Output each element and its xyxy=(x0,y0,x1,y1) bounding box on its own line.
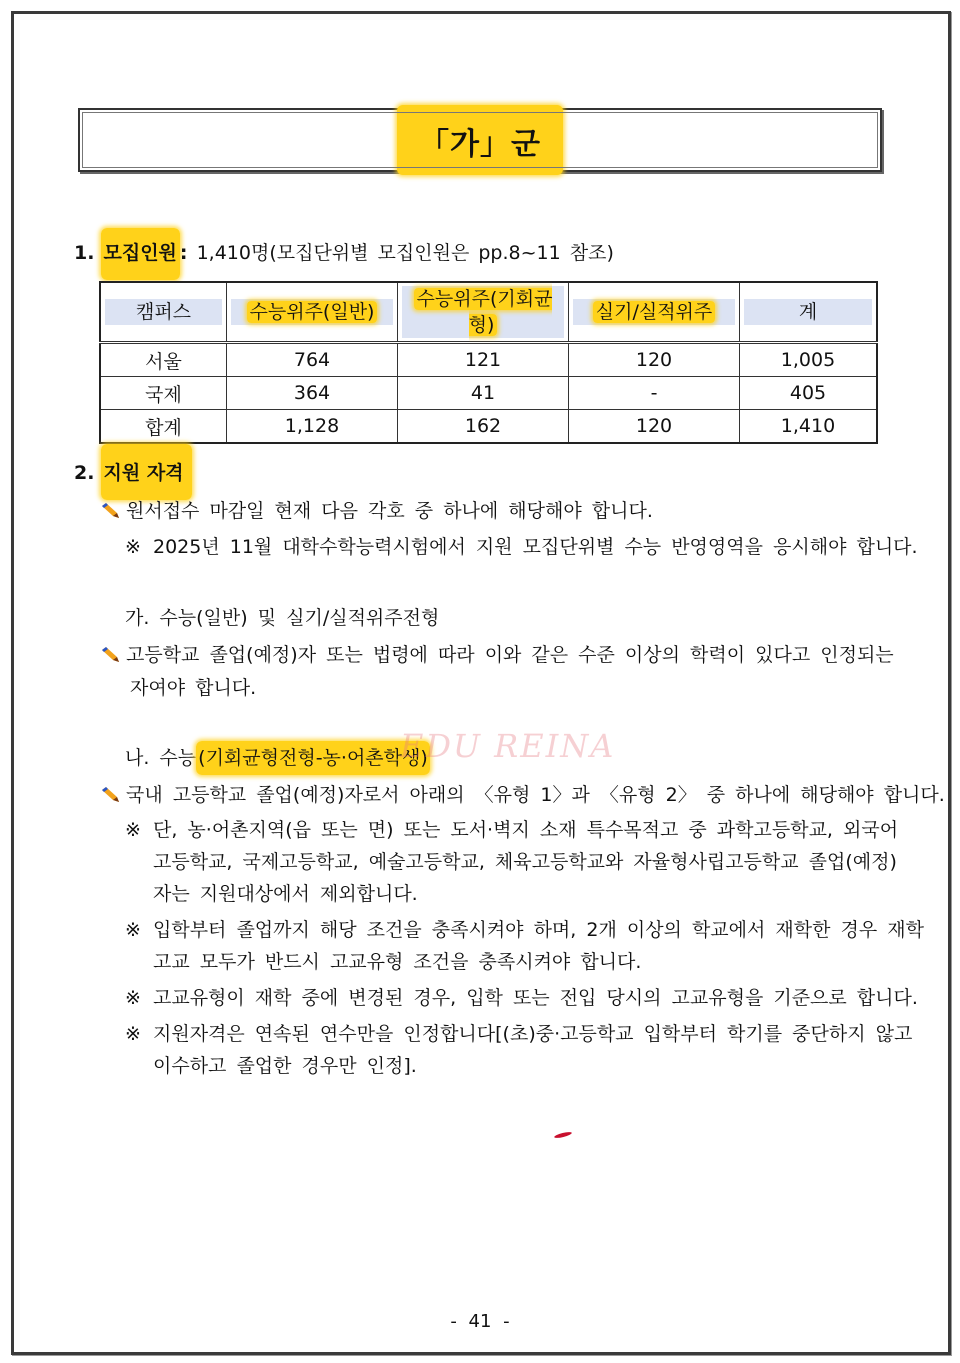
table-cell: 합계 xyxy=(100,410,227,444)
recruitment-table xyxy=(99,281,878,444)
table-cell: 405 xyxy=(740,377,878,410)
note-3-line-1: ※ 고교유형이 재학 중에 변경된 경우, 입학 또는 전입 당시의 고교유형을 기준으로 합니다. xyxy=(125,987,918,1009)
bullet-sub-a xyxy=(100,640,894,667)
section-label: 모집인원 xyxy=(101,228,180,280)
table-cell: 국제 xyxy=(100,377,227,410)
note-1-line-2: 고등학교, 국제고등학교, 예술고등학교, 체육고등학교와 자율형사립고등학교 졸업(예정) xyxy=(153,851,897,873)
reference-mark-icon: ※ xyxy=(125,536,141,558)
table-cell: 1,005 xyxy=(740,343,878,377)
page-number: - 41 - xyxy=(450,1311,510,1332)
note-main xyxy=(125,532,918,559)
table-row xyxy=(100,377,877,410)
note-4-line-2: 이수하고 졸업한 경우만 인정]. xyxy=(153,1055,417,1077)
watermark: EDU REINA xyxy=(400,727,616,765)
note-4-line-1: ※ 지원자격은 연속된 연수만을 인정합니다[(초)중·고등학교 입학부터 학기를 중단하지 않고 xyxy=(125,1023,913,1045)
column-header-practical: 실기/실적위주 xyxy=(569,282,740,343)
reference-mark-icon: ※ xyxy=(125,819,141,841)
table-cell: 1,410 xyxy=(740,410,878,444)
subsection-a-title: 가. 수능(일반) 및 실기/실적위주전형 xyxy=(125,607,440,629)
table-cell: 162 xyxy=(398,410,569,444)
section-colon: : xyxy=(179,242,188,264)
column-header-campus: 캠퍼스 xyxy=(100,282,227,343)
pencil-icon xyxy=(100,503,120,519)
table-cell: - xyxy=(569,377,740,410)
table-cell: 364 xyxy=(227,377,398,410)
note-2-line-1: ※ 입학부터 졸업까지 해당 조건을 충족시켜야 하며, 2개 이상의 학교에서 재학한 경우 재학 xyxy=(125,919,924,941)
section-label: 지원 자격 xyxy=(101,444,192,500)
bullet-sub-b xyxy=(100,780,945,807)
bullet-text: 국내 고등학교 졸업(예정)자로서 아래의 〈유형 1〉과 〈유형 2〉 중 하나에 해당해야 합니다. xyxy=(126,784,945,806)
table-cell: 121 xyxy=(398,343,569,377)
table-header-row xyxy=(100,282,877,343)
page-title: 「가」군 xyxy=(397,105,563,175)
column-header-csat-opportunity: 수능위주(기회균형) xyxy=(398,282,569,343)
note-text: 2025년 11월 대학수학능력시험에서 지원 모집단위별 수능 반영영역을 응시해야 합니다. xyxy=(153,536,918,558)
table-row xyxy=(100,343,877,377)
table-cell: 41 xyxy=(398,377,569,410)
note-1-line-1: ※ 단, 농·어촌지역(읍 또는 면) 또는 도서·벽지 소재 특수목적고 중 과학고등학교, 외국어 xyxy=(125,819,899,841)
pencil-icon xyxy=(100,787,120,803)
table-cell: 764 xyxy=(227,343,398,377)
table-cell: 120 xyxy=(569,410,740,444)
title-box xyxy=(78,108,882,172)
bullet-text: 원서접수 마감일 현재 다음 각호 중 하나에 해당해야 합니다. xyxy=(126,500,653,522)
pencil-icon xyxy=(100,647,120,663)
table-cell: 120 xyxy=(569,343,740,377)
subsection-b-highlight: (기회균형전형-농·어촌학생) xyxy=(196,741,430,775)
bullet-sub-a-continued: 자여야 합니다. xyxy=(130,677,257,699)
table-row-total xyxy=(100,410,877,444)
section-recruitment-heading xyxy=(74,238,614,265)
note-2-line-2: 고교 모두가 반드시 고교유형 조건을 충족시켜야 합니다. xyxy=(153,951,642,973)
bullet-text: 고등학교 졸업(예정)자 또는 법령에 따라 이와 같은 수준 이상의 학력이 있다고 인정되는 xyxy=(126,644,894,666)
column-header-csat-general: 수능위주(일반) xyxy=(227,282,398,343)
subsection-b-title xyxy=(125,743,430,770)
subsection-b-prefix: 나. 수능 xyxy=(125,747,197,769)
section-detail: 1,410명(모집단위별 모집인원은 pp.8~11 참조) xyxy=(187,242,614,264)
table-cell: 1,128 xyxy=(227,410,398,444)
section-eligibility-heading xyxy=(74,458,192,485)
section-number: 1. xyxy=(74,242,95,264)
table-cell: 서울 xyxy=(100,343,227,377)
column-header-total: 계 xyxy=(740,282,878,343)
reference-mark-icon: ※ xyxy=(125,919,141,941)
reference-mark-icon: ※ xyxy=(125,1023,141,1045)
bullet-main xyxy=(100,496,653,523)
note-1-line-3: 자는 지원대상에서 제외합니다. xyxy=(153,883,418,905)
reference-mark-icon: ※ xyxy=(125,987,141,1009)
section-number: 2. xyxy=(74,462,95,484)
